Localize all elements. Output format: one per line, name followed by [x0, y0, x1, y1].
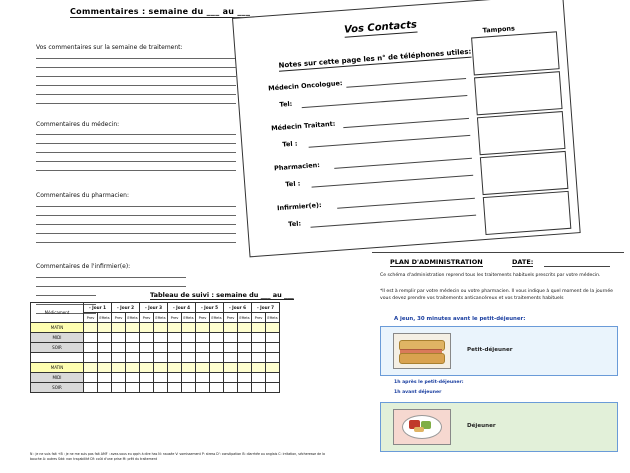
suivi-table-head	[31, 303, 280, 323]
suivi-cell[interactable]	[210, 343, 224, 353]
suivi-cell[interactable]	[210, 373, 224, 383]
suivi-cell[interactable]	[210, 323, 224, 333]
suivi-cell[interactable]	[196, 323, 210, 333]
suivi-cell[interactable]	[210, 383, 224, 393]
comments-write-line[interactable]	[36, 152, 236, 153]
breakfast-card	[380, 326, 618, 376]
suivi-cell[interactable]	[168, 323, 182, 333]
suivi-cell[interactable]	[168, 373, 182, 383]
suivi-cell[interactable]	[112, 383, 126, 393]
table-row[interactable]	[31, 363, 280, 373]
suivi-cell[interactable]	[154, 323, 168, 333]
comments-write-line[interactable]	[36, 103, 236, 104]
suivi-subcol: Effets	[238, 313, 252, 323]
suivi-cell[interactable]	[84, 383, 98, 393]
suivi-subcol: Prev	[168, 313, 182, 323]
comments-write-line[interactable]	[36, 295, 96, 296]
lunch-card	[380, 402, 618, 452]
suivi-subcol: Effets	[266, 313, 280, 323]
suivi-cell[interactable]	[140, 353, 154, 363]
suivi-cell[interactable]	[210, 363, 224, 373]
suivi-cell[interactable]	[112, 333, 126, 343]
suivi-day-header: - Jour 7	[252, 303, 280, 313]
suivi-cell[interactable]	[168, 353, 182, 363]
table-row[interactable]	[31, 323, 280, 333]
suivi-subcol: Prev	[196, 313, 210, 323]
suivi-day-header: - Jour 6	[224, 303, 252, 313]
suivi-subcol: Effets	[154, 313, 168, 323]
suivi-cell[interactable]	[252, 363, 266, 373]
contact-field-label: Infirmier(e):	[276, 200, 322, 213]
suivi-cell[interactable]	[98, 353, 112, 363]
suivi-cell[interactable]	[182, 353, 196, 363]
comments-write-line[interactable]	[36, 224, 236, 225]
suivi-cell[interactable]	[112, 323, 126, 333]
plan-intro: Ce schéma d'administration reprend tous les traitements habituels prescrits par votre médecin.	[380, 273, 601, 278]
suivi-cell[interactable]	[196, 333, 210, 343]
comments-write-line[interactable]	[36, 67, 236, 68]
suivi-med-header: Médicament	[31, 303, 84, 323]
contact-field-line[interactable]	[302, 95, 468, 108]
suivi-subcol: Effets	[210, 313, 224, 323]
contact-field-label: Médecin Traitant:	[270, 119, 336, 133]
plan-date-field[interactable]	[544, 266, 610, 267]
suivi-cell[interactable]	[154, 383, 168, 393]
suivi-subcol: Prev	[140, 313, 154, 323]
suivi-cell[interactable]	[210, 333, 224, 343]
plan-title: PLAN D'ADMINISTRATION	[390, 258, 483, 266]
suivi-cell[interactable]	[196, 353, 210, 363]
comments-section-heading-1: Commentaires du médecin:	[36, 121, 120, 128]
suivi-subcol: Effets	[182, 313, 196, 323]
suivi-cell[interactable]	[154, 353, 168, 363]
suivi-cell[interactable]	[266, 373, 280, 383]
suivi-cell[interactable]	[154, 333, 168, 343]
suivi-cell[interactable]	[224, 343, 238, 353]
comments-write-line[interactable]	[36, 161, 236, 162]
suivi-cell[interactable]	[84, 343, 98, 353]
comments-write-line[interactable]	[36, 233, 236, 234]
contacts-title: Vos Contacts	[343, 19, 418, 36]
suivi-cell[interactable]	[252, 353, 266, 363]
contact-field-line[interactable]	[311, 215, 477, 228]
suivi-cell[interactable]	[238, 343, 252, 353]
suivi-cell[interactable]	[196, 343, 210, 353]
suivi-moment-label: SOIR	[31, 343, 84, 353]
suivi-cell[interactable]	[112, 343, 126, 353]
stamp-box[interactable]	[480, 151, 569, 195]
suivi-cell[interactable]	[252, 343, 266, 353]
suivi-cell[interactable]	[238, 383, 252, 393]
suivi-cell[interactable]	[140, 373, 154, 383]
suivi-cell[interactable]	[84, 363, 98, 373]
suivi-cell[interactable]	[140, 383, 154, 393]
suivi-cell[interactable]	[224, 323, 238, 333]
suivi-cell[interactable]	[98, 323, 112, 333]
suivi-day-header: - Jour 5	[196, 303, 224, 313]
suivi-cell[interactable]	[98, 383, 112, 393]
stamp-box[interactable]	[477, 111, 566, 155]
plan-note: *Il est à remplir par votre médecin ou votre pharmacien. Il vous indique à quel moment de la journée vous devez prendre vos traitements anticancéreux et vos traitements habituels	[380, 289, 613, 302]
suivi-cell[interactable]	[182, 373, 196, 383]
suivi-cell[interactable]	[126, 333, 140, 343]
comments-write-line[interactable]	[36, 94, 236, 95]
suivi-subcol: Effets	[98, 313, 112, 323]
table-row[interactable]	[31, 383, 280, 393]
table-row	[31, 353, 280, 363]
contact-field-line[interactable]	[312, 175, 474, 188]
plan-fasting-heading: A jeun, 30 minutes avant le petit-déjeuner:	[394, 316, 526, 322]
plate-icon	[393, 409, 451, 445]
comments-write-line[interactable]	[36, 206, 236, 207]
suivi-cell[interactable]	[126, 323, 140, 333]
suivi-subcol: Prev	[252, 313, 266, 323]
suivi-cell[interactable]	[266, 353, 280, 363]
comments-write-line[interactable]	[36, 134, 236, 135]
suivi-cell[interactable]	[126, 383, 140, 393]
suivi-cell[interactable]	[140, 343, 154, 353]
suivi-cell[interactable]	[224, 373, 238, 383]
suivi-cell[interactable]	[252, 333, 266, 343]
comments-write-line[interactable]	[36, 215, 236, 216]
breakfast-label: Petit-déjeuner	[467, 347, 513, 353]
stamp-box[interactable]	[471, 31, 560, 75]
table-row[interactable]	[31, 343, 280, 353]
suivi-table-body[interactable]	[31, 323, 280, 393]
suivi-subcol: Prev	[224, 313, 238, 323]
suivi-moment-label: MATIN	[31, 363, 84, 373]
contact-field-label: Tel:	[279, 99, 293, 109]
suivi-cell[interactable]	[182, 383, 196, 393]
comments-write-line[interactable]	[36, 277, 186, 278]
suivi-cell[interactable]	[266, 383, 280, 393]
contact-field-label: Tel :	[285, 179, 301, 189]
suivi-cell[interactable]	[126, 353, 140, 363]
suivi-footnote: N : je ne suis fait +B : je ne me suis pas fait AMF : avez-vous eu qqch à dire has N: nausée V: vomissement P: stress D': constipation B: diarrhée ou anglais C: irritation, sécheresse de la bouche A: autres Sdd: non traçabilité Df: coût d'une prise M: prêt du traitement	[30, 452, 325, 461]
suivi-cell[interactable]	[224, 353, 238, 363]
suivi-spacer	[31, 353, 84, 363]
suivi-cell[interactable]	[266, 363, 280, 373]
suivi-cell[interactable]	[84, 373, 98, 383]
table-row[interactable]	[31, 373, 280, 383]
suivi-moment-label: MIDI	[31, 333, 84, 343]
suivi-cell[interactable]	[154, 363, 168, 373]
stamp-box[interactable]	[483, 191, 572, 235]
stamp-box[interactable]	[474, 71, 563, 115]
suivi-cell[interactable]	[182, 333, 196, 343]
suivi-cell[interactable]	[252, 383, 266, 393]
suivi-cell[interactable]	[238, 323, 252, 333]
suivi-cell[interactable]	[154, 343, 168, 353]
suivi-subcol: Prev	[112, 313, 126, 323]
suivi-cell[interactable]	[140, 333, 154, 343]
before-lunch-note: 1h avant déjeuner	[394, 390, 442, 395]
contact-field-label: Médecin Oncologue:	[267, 79, 343, 93]
suivi-cell[interactable]	[196, 363, 210, 373]
lunch-label: Déjeuner	[467, 423, 496, 429]
sandwich-icon	[393, 333, 451, 369]
suivi-cell[interactable]	[98, 363, 112, 373]
suivi-cell[interactable]	[182, 323, 196, 333]
contacts-sheet	[232, 0, 581, 257]
suivi-cell[interactable]	[168, 363, 182, 373]
suivi-cell[interactable]	[182, 343, 196, 353]
suivi-cell[interactable]	[140, 323, 154, 333]
suivi-cell[interactable]	[112, 373, 126, 383]
comments-write-line[interactable]	[36, 286, 186, 287]
table-row	[31, 303, 280, 313]
suivi-cell[interactable]	[98, 333, 112, 343]
comments-write-line[interactable]	[36, 85, 236, 86]
after-breakfast-note: 1h après le petit-déjeuner:	[394, 380, 464, 385]
suivi-cell[interactable]	[84, 353, 98, 363]
comments-write-line[interactable]	[36, 170, 236, 171]
contact-field-line[interactable]	[343, 118, 469, 128]
suivi-cell[interactable]	[168, 343, 182, 353]
suivi-moment-label: MATIN	[31, 323, 84, 333]
suivi-cell[interactable]	[238, 363, 252, 373]
suivi-cell[interactable]	[84, 323, 98, 333]
contact-field-line[interactable]	[334, 158, 472, 169]
suivi-cell[interactable]	[98, 343, 112, 353]
suivi-table	[30, 302, 280, 393]
contact-field-label: Pharmacien:	[273, 160, 321, 173]
suivi-cell[interactable]	[266, 323, 280, 333]
suivi-cell[interactable]	[266, 333, 280, 343]
suivi-cell[interactable]	[126, 363, 140, 373]
suivi-cell[interactable]	[252, 323, 266, 333]
suivi-cell[interactable]	[112, 363, 126, 373]
stamp-label: Tampons	[482, 24, 516, 35]
suivi-cell[interactable]	[238, 333, 252, 343]
suivi-cell[interactable]	[182, 363, 196, 373]
suivi-cell[interactable]	[126, 343, 140, 353]
comments-section-heading-2: Commentaires du pharmacien:	[36, 192, 129, 199]
suivi-cell[interactable]	[168, 333, 182, 343]
plan-panel	[372, 252, 624, 473]
suivi-cell[interactable]	[210, 353, 224, 363]
contact-field-label: Tel :	[282, 139, 298, 149]
contact-field-line[interactable]	[337, 198, 475, 209]
comments-write-line[interactable]	[36, 242, 236, 243]
suivi-moment-label: MIDI	[31, 373, 84, 383]
suivi-cell[interactable]	[140, 363, 154, 373]
suivi-cell[interactable]	[126, 373, 140, 383]
contact-field-line[interactable]	[309, 135, 471, 148]
suivi-cell[interactable]	[154, 373, 168, 383]
suivi-cell[interactable]	[168, 383, 182, 393]
suivi-cell[interactable]	[252, 373, 266, 383]
suivi-cell[interactable]	[196, 373, 210, 383]
suivi-cell[interactable]	[98, 373, 112, 383]
comments-section-heading-0: Vos commentaires sur la semaine de traitement:	[36, 44, 183, 51]
plan-date-label: DATE:	[512, 258, 534, 266]
suivi-day-header: - Jour 4	[168, 303, 196, 313]
comments-write-line[interactable]	[36, 143, 236, 144]
suivi-day-header: - Jour 2	[112, 303, 140, 313]
table-row[interactable]	[31, 333, 280, 343]
suivi-cell[interactable]	[224, 363, 238, 373]
comments-section-heading-3: Commentaires de l'infirmier(e):	[36, 263, 131, 270]
suivi-subcol: Prev	[84, 313, 98, 323]
suivi-cell[interactable]	[224, 333, 238, 343]
suivi-title: Tableau de suivi : semaine du ___ au ___	[150, 291, 294, 299]
contacts-subtitle: Notes sur cette page les n° de téléphones utiles:	[278, 47, 472, 70]
comments-write-line[interactable]	[36, 76, 236, 77]
suivi-cell[interactable]	[224, 383, 238, 393]
suivi-day-header: - Jour 3	[140, 303, 168, 313]
contact-field-label: Tel:	[287, 219, 302, 229]
suivi-moment-label: SOIR	[31, 383, 84, 393]
comments-write-line[interactable]	[36, 58, 236, 59]
suivi-subcol: Effets	[126, 313, 140, 323]
comments-title: Commentaires : semaine du ___ au ___	[70, 7, 251, 16]
suivi-cell[interactable]	[196, 383, 210, 393]
suivi-cell[interactable]	[238, 353, 252, 363]
suivi-cell[interactable]	[266, 343, 280, 353]
suivi-cell[interactable]	[84, 333, 98, 343]
suivi-cell[interactable]	[238, 373, 252, 383]
suivi-day-header: - Jour 1	[84, 303, 112, 313]
contact-field-line[interactable]	[346, 78, 466, 88]
suivi-cell[interactable]	[112, 353, 126, 363]
